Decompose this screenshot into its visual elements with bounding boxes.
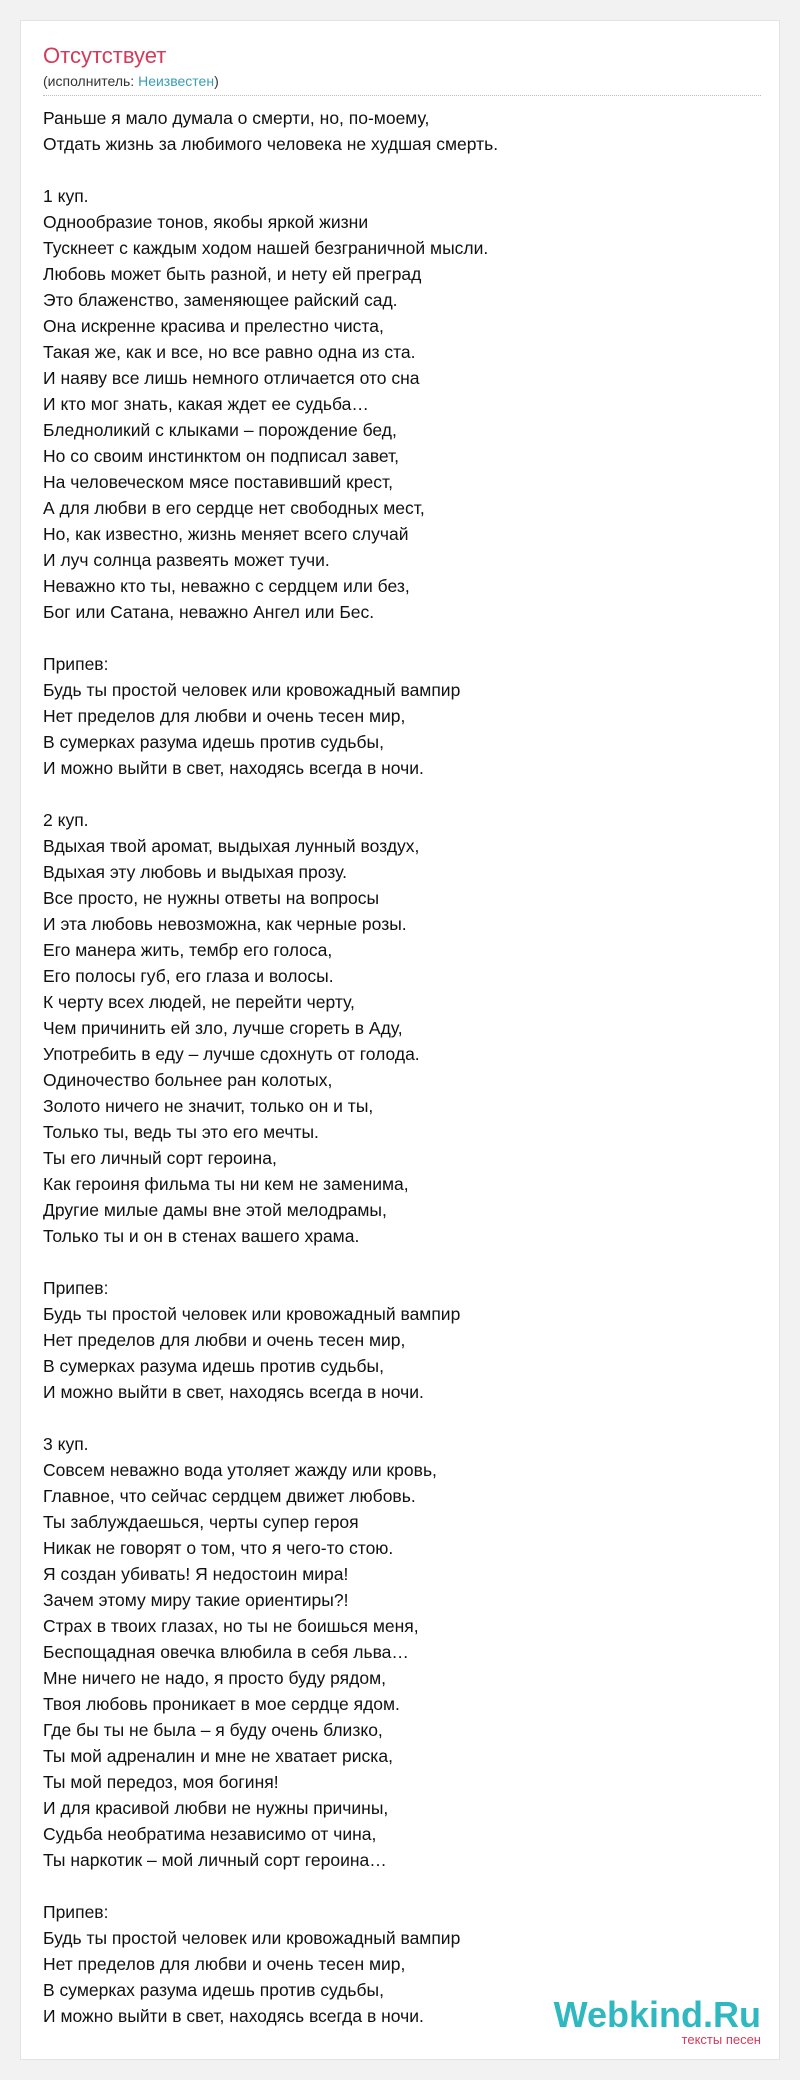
artist-line bbox=[43, 73, 219, 89]
lyric-line: Только ты, ведь ты это его мечты. bbox=[43, 1122, 319, 1142]
lyric-line: И для красивой любви не нужны причины, bbox=[43, 1798, 389, 1818]
lyric-line: А для любви в его сердце нет свободных мест, bbox=[43, 498, 425, 518]
lyric-line: На человеческом мясе поставивший крест, bbox=[43, 472, 393, 492]
lyric-line: Никак не говорят о том, что я чего-то стою. bbox=[43, 1538, 394, 1558]
lyric-line: Ты мой адреналин и мне не хватает риска, bbox=[43, 1746, 393, 1766]
lyric-line: Мне ничего не надо, я просто буду рядом, bbox=[43, 1668, 386, 1688]
lyrics-card bbox=[20, 20, 780, 2060]
artist-prefix: (исполнитель: bbox=[43, 73, 139, 89]
lyric-line: Такая же, как и все, но все равно одна из ста. bbox=[43, 342, 416, 362]
lyric-line: Ты мой передоз, моя богиня! bbox=[43, 1772, 279, 1792]
lyric-line: Главное, что сейчас сердцем движет любовь. bbox=[43, 1486, 416, 1506]
header-divider bbox=[43, 95, 761, 96]
lyric-line: 3 куп. bbox=[43, 1434, 89, 1454]
stanza-break bbox=[43, 157, 743, 183]
lyric-line: Любовь может быть разной, и нету ей преград bbox=[43, 264, 422, 284]
lyric-line: К черту всех людей, не перейти черту, bbox=[43, 992, 355, 1012]
lyric-line: Бог или Сатана, неважно Ангел или Бес. bbox=[43, 602, 375, 622]
lyric-line: 2 куп. bbox=[43, 810, 89, 830]
site-logo[interactable] bbox=[553, 1993, 761, 2047]
stanza-break bbox=[43, 1249, 743, 1275]
lyric-line: Будь ты простой человек или кровожадный вампир bbox=[43, 1304, 461, 1324]
lyric-line: Страх в твоих глазах, но ты не боишься меня, bbox=[43, 1616, 419, 1636]
lyric-line: Припев: bbox=[43, 1902, 109, 1922]
lyric-line: Только ты и он в стенах вашего храма. bbox=[43, 1226, 360, 1246]
lyric-line: Нет пределов для любви и очень тесен мир, bbox=[43, 1330, 406, 1350]
lyric-line: Ты наркотик – мой личный сорт героина… bbox=[43, 1850, 387, 1870]
lyric-line: Бледноликий с клыками – порождение бед, bbox=[43, 420, 397, 440]
lyrics-body bbox=[43, 105, 743, 2029]
song-title: Отсутствует bbox=[43, 43, 167, 68]
lyric-line: Но, как известно, жизнь меняет всего случай bbox=[43, 524, 409, 544]
lyric-line: Ты его личный сорт героина, bbox=[43, 1148, 277, 1168]
lyric-line: И эта любовь невозможна, как черные розы. bbox=[43, 914, 407, 934]
lyric-line: Она искренне красива и прелестно чиста, bbox=[43, 316, 384, 336]
lyric-line: Золото ничего не значит, только он и ты, bbox=[43, 1096, 374, 1116]
stanza-break bbox=[43, 1405, 743, 1431]
lyric-line: Одиночество больнее ран колотых, bbox=[43, 1070, 333, 1090]
lyric-line: Ты заблуждаешься, черты супер героя bbox=[43, 1512, 359, 1532]
stanza-break bbox=[43, 781, 743, 807]
lyric-line: В сумерках разума идешь против судьбы, bbox=[43, 1980, 384, 2000]
artist-suffix: ) bbox=[214, 73, 219, 89]
lyric-line: Где бы ты не была – я буду очень близко, bbox=[43, 1720, 383, 1740]
lyric-line: Судьба необратима независимо от чина, bbox=[43, 1824, 377, 1844]
lyric-line: И наяву все лишь немного отличается ото сна bbox=[43, 368, 420, 388]
lyric-line: В сумерках разума идешь против судьбы, bbox=[43, 1356, 384, 1376]
lyric-line: 1 куп. bbox=[43, 186, 89, 206]
logo-tagline: тексты песен bbox=[681, 2031, 761, 2047]
lyric-line: Нет пределов для любви и очень тесен мир, bbox=[43, 1954, 406, 1974]
lyric-line: Зачем этому миру такие ориентиры?! bbox=[43, 1590, 349, 1610]
lyric-line: Тускнеет с каждым ходом нашей безграничной мысли. bbox=[43, 238, 489, 258]
lyric-line: Раньше я мало думала о смерти, но, по-моему, bbox=[43, 108, 430, 128]
lyric-line: Его манера жить, тембр его голоса, bbox=[43, 940, 333, 960]
stanza-break bbox=[43, 1873, 743, 1899]
lyric-line: Твоя любовь проникает в мое сердце ядом. bbox=[43, 1694, 400, 1714]
lyric-line: И можно выйти в свет, находясь всегда в ночи. bbox=[43, 1382, 424, 1402]
lyric-line: Все просто, не нужны ответы на вопросы bbox=[43, 888, 380, 908]
lyric-line: В сумерках разума идешь против судьбы, bbox=[43, 732, 384, 752]
lyric-line: И луч солнца развеять может тучи. bbox=[43, 550, 330, 570]
lyric-line: Другие милые дамы вне этой мелодрамы, bbox=[43, 1200, 387, 1220]
stanza-break bbox=[43, 625, 743, 651]
lyric-line: Я создан убивать! Я недостоин мира! bbox=[43, 1564, 349, 1584]
logo-text: Webkind.Ru bbox=[553, 1993, 761, 2035]
lyric-line: Припев: bbox=[43, 654, 109, 674]
lyric-line: Вдыхая эту любовь и выдыхая прозу. bbox=[43, 862, 347, 882]
lyric-line: Совсем неважно вода утоляет жажду или кровь, bbox=[43, 1460, 437, 1480]
lyric-line: Будь ты простой человек или кровожадный вампир bbox=[43, 1928, 461, 1948]
lyric-line: Его полосы губ, его глаза и волосы. bbox=[43, 966, 334, 986]
lyric-line: И можно выйти в свет, находясь всегда в ночи. bbox=[43, 2006, 424, 2026]
lyric-line: Беспощадная овечка влюбила в себя льва… bbox=[43, 1642, 409, 1662]
lyric-line: Отдать жизнь за любимого человека не худшая смерть. bbox=[43, 134, 499, 154]
lyric-line: Однообразие тонов, якобы яркой жизни bbox=[43, 212, 369, 232]
lyric-line: И кто мог знать, какая ждет ее судьба… bbox=[43, 394, 369, 414]
lyric-line: Но со своим инстинктом он подписал завет, bbox=[43, 446, 400, 466]
lyric-line: Чем причинить ей зло, лучше сгореть в Аду, bbox=[43, 1018, 403, 1038]
artist-link[interactable]: Неизвестен bbox=[138, 73, 215, 89]
lyric-line: Это блаженство, заменяющее райский сад. bbox=[43, 290, 398, 310]
lyric-line: Употребить в еду – лучше сдохнуть от голода. bbox=[43, 1044, 420, 1064]
lyric-line: Будь ты простой человек или кровожадный вампир bbox=[43, 680, 461, 700]
lyric-line: И можно выйти в свет, находясь всегда в ночи. bbox=[43, 758, 424, 778]
lyric-line: Вдыхая твой аромат, выдыхая лунный воздух, bbox=[43, 836, 420, 856]
lyric-line: Припев: bbox=[43, 1278, 109, 1298]
lyric-line: Неважно кто ты, неважно с сердцем или без, bbox=[43, 576, 410, 596]
lyric-line: Как героиня фильма ты ни кем не заменима, bbox=[43, 1174, 409, 1194]
lyric-line: Нет пределов для любви и очень тесен мир, bbox=[43, 706, 406, 726]
